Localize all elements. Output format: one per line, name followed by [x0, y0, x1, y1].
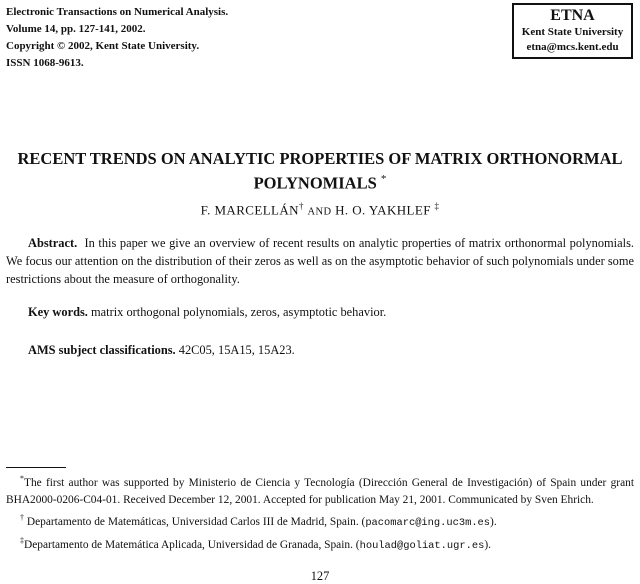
- abstract: [6, 234, 634, 288]
- abstract-label: Abstract.: [28, 236, 78, 250]
- etna-university: Kent State University: [521, 26, 624, 38]
- journal-header: [6, 4, 228, 72]
- authors-and: AND: [307, 206, 332, 218]
- footnote-1: [6, 470, 634, 509]
- page-number: 127: [310, 569, 330, 583]
- paper-title: [0, 148, 640, 194]
- etna-title: ETNA: [550, 7, 595, 24]
- ams-label: AMS subject classifications.: [28, 343, 176, 357]
- title-footnote-marker: *: [380, 173, 387, 185]
- footnote-2: [6, 509, 634, 532]
- footnote-2-text: Departamento de Matemáticas, Universidad Carlos III de Madrid, Spain. (: [26, 515, 366, 528]
- footnote-1-text: The first author was supported by Ministerio de Ciencia y Tecnología (Dirección General de Investigación) of Spain under grant BHA2000-0206-C04-01. Received December 12, 2001. Accepted for publication May 21, 2001. Communicated by Sven Ehrich.: [6, 476, 634, 506]
- ams-classifications: [28, 341, 634, 359]
- author-1-marker: †: [298, 201, 304, 211]
- footnote-3-text: Departamento de Matemática Aplicada, Universidad de Granada, Spain. (: [24, 538, 360, 551]
- footnote-rule: [6, 467, 66, 468]
- etna-email: etna@mcs.kent.edu: [526, 41, 619, 53]
- ams-text: 42C05, 15A15, 15A23.: [178, 343, 295, 357]
- journal-issn: ISSN 1068-9613.: [6, 57, 84, 69]
- abstract-text: In this paper we give an overview of recent results on analytic properties of matrix orthonormal polynomials. We focus our attention on the distribution of their zeros as well as on the asymptotic behavior of such polynomials under some restrictions about the measure of orthogonality.: [6, 236, 634, 286]
- footnote-2-email: pacomarc@ing.uc3m.es: [365, 516, 491, 529]
- paper-title-text: RECENT TRENDS ON ANALYTIC PROPERTIES OF MATRIX ORTHONORMAL POLYNOMIALS: [17, 149, 623, 193]
- keywords-text: matrix orthogonal polynomials, zeros, asymptotic behavior.: [91, 305, 387, 319]
- footnote-2-close: ).: [490, 515, 497, 528]
- footnote-3-marker: ‡: [20, 535, 24, 545]
- footnote-3: [6, 532, 634, 555]
- keywords: [28, 303, 634, 321]
- author-1: F. MARCELLÁN: [200, 202, 299, 218]
- authors: [0, 201, 640, 218]
- journal-volume: Volume 14, pp. 127-141, 2002.: [6, 23, 146, 35]
- footnote-3-close: ).: [484, 538, 491, 551]
- footnotes: [6, 470, 634, 554]
- journal-name: Electronic Transactions on Numerical Analysis.: [6, 6, 229, 18]
- etna-box: [512, 3, 633, 59]
- keywords-label: Key words.: [28, 305, 88, 319]
- journal-copyright: Copyright © 2002, Kent State University.: [6, 40, 200, 52]
- footnote-2-marker: †: [20, 512, 24, 522]
- author-2: H. O. YAKHLEF: [335, 202, 431, 218]
- footnote-1-marker: *: [20, 474, 24, 483]
- footnote-3-email: houlad@goliat.ugr.es: [359, 539, 485, 552]
- author-2-marker: ‡: [434, 201, 440, 211]
